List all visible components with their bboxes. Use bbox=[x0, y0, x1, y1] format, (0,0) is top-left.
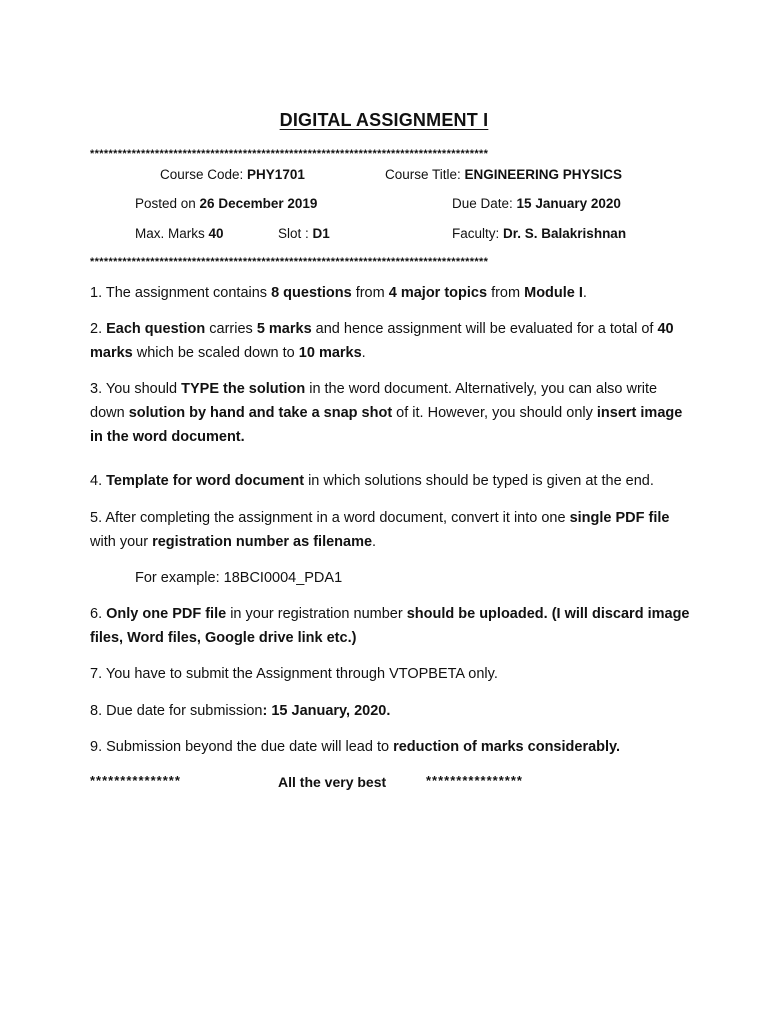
instruction-3: 3. You should TYPE the solution in the word document. Alternatively, you can also write down solution by hand and take a snap shot of it. However, you should only insert image in the word document. bbox=[90, 381, 683, 445]
document-title: DIGITAL ASSIGNMENT I bbox=[279, 110, 489, 130]
instruction-6: 6. Only one PDF file in your registration number should be uploaded. (I will discard image files, Word files, Google drive link etc.) bbox=[90, 606, 690, 646]
slot: Slot : D1 bbox=[278, 226, 330, 241]
course-code: Course Code: PHY1701 bbox=[160, 167, 305, 182]
course-title: Course Title: ENGINEERING PHYSICS bbox=[385, 167, 623, 182]
instruction-7: 7. You have to submit the Assignment through VTOPBETA only. bbox=[90, 666, 498, 682]
instruction-8: 8. Due date for submission: 15 January, 2020. bbox=[90, 703, 391, 719]
instruction-4: 4. Template for word document in which solutions should be typed is given at the end. bbox=[90, 473, 654, 489]
due-date: Due Date: 15 January 2020 bbox=[452, 196, 621, 211]
footer-stars-left: *************** bbox=[90, 773, 181, 788]
instruction-1: 1. The assignment contains 8 questions from 4 major topics from Module I. bbox=[90, 285, 587, 301]
instruction-5: 5. After completing the assignment in a word document, convert it into one single PDF file with your registration number as filename. bbox=[90, 510, 670, 550]
faculty: Faculty: Dr. S. Balakrishnan bbox=[452, 226, 627, 241]
separator-top: ************************************************************************************** bbox=[90, 148, 489, 160]
filename-example: For example: 18BCI0004_PDA1 bbox=[135, 570, 343, 586]
max-marks: Max. Marks 40 bbox=[135, 226, 224, 241]
instruction-9: 9. Submission beyond the due date will lead to reduction of marks considerably. bbox=[90, 739, 621, 755]
instruction-2: 2. Each question carries 5 marks and hence assignment will be evaluated for a total of 40 marks which be scaled down to 10 marks. bbox=[90, 321, 674, 361]
posted-date: Posted on 26 December 2019 bbox=[135, 196, 318, 211]
closing-message: All the very best bbox=[278, 774, 387, 790]
separator-bottom: ************************************************************************************** bbox=[90, 256, 489, 268]
footer-stars-right: **************** bbox=[426, 773, 523, 788]
